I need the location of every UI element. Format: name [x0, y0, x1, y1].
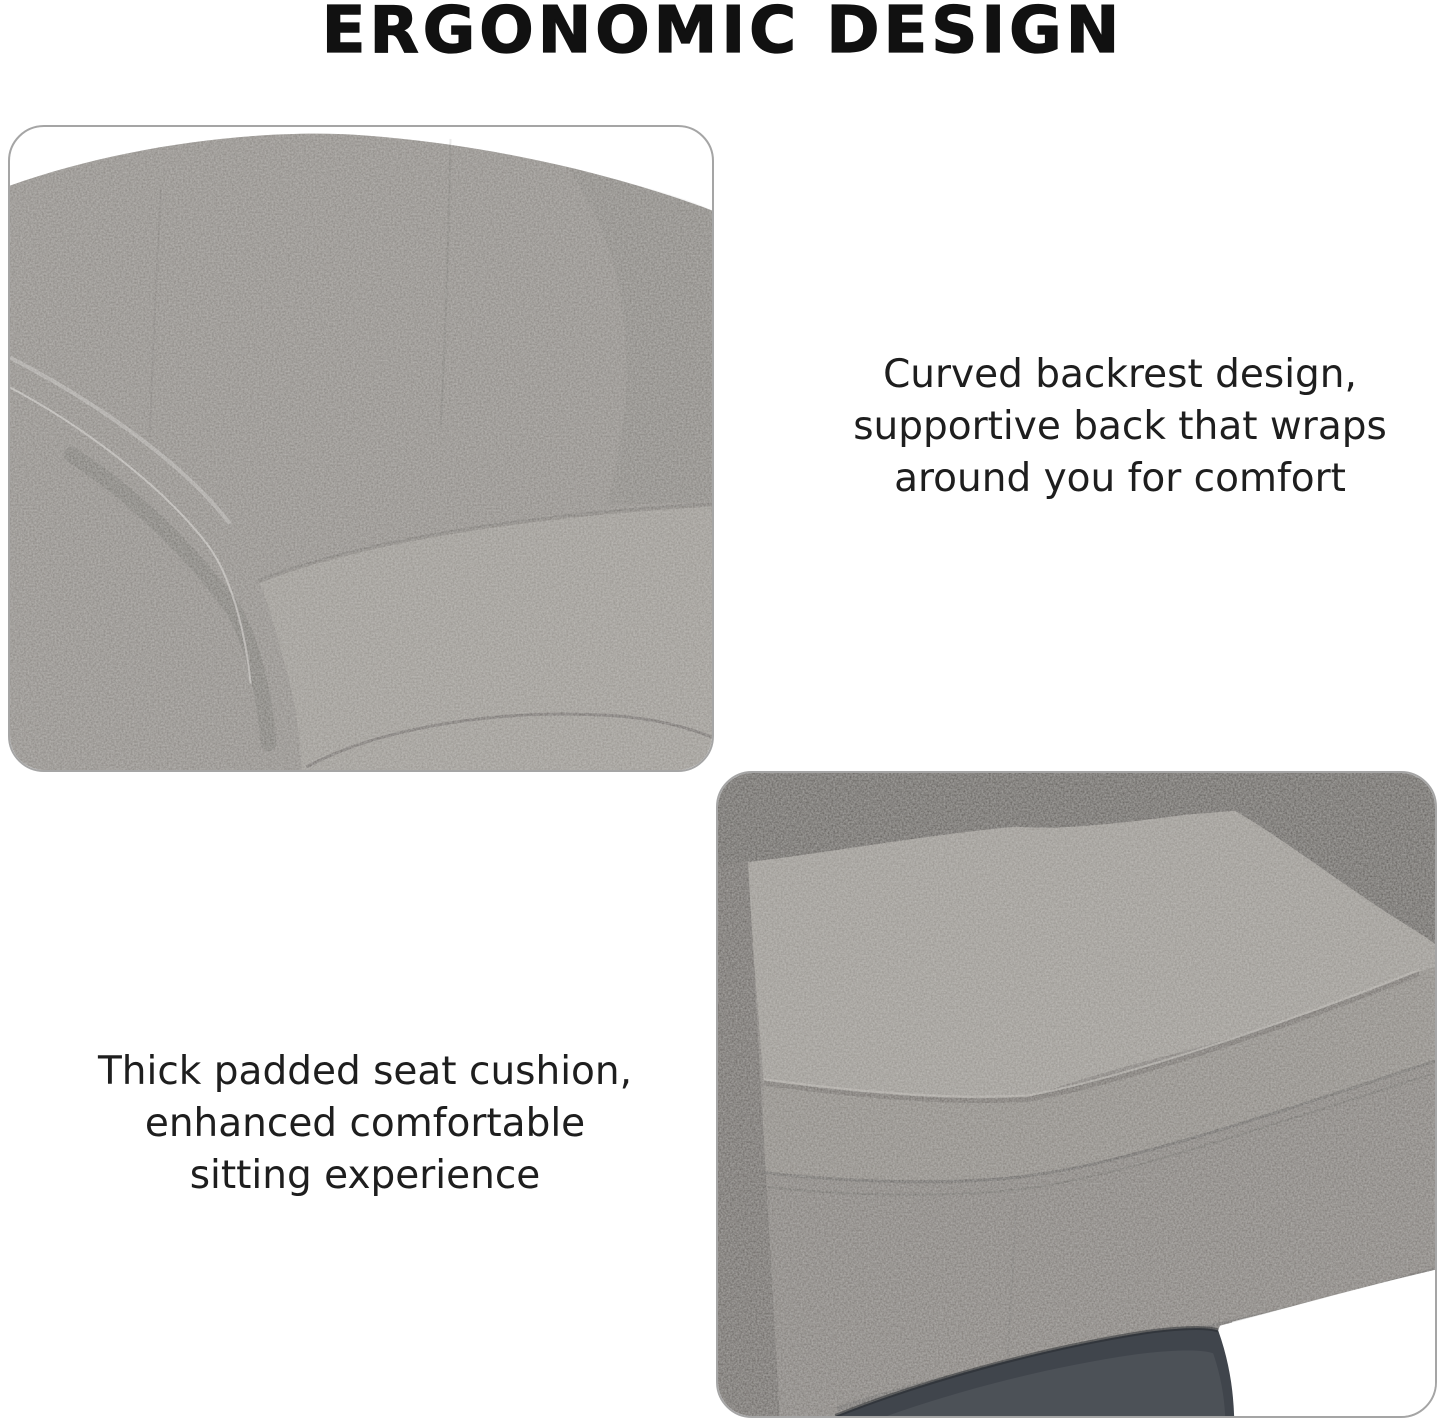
feature-cushion-line-3: sitting experience — [189, 1153, 541, 1198]
cushion-photo-illustration — [718, 773, 1435, 1416]
feature-backrest-line-2: supportive back that wraps — [853, 404, 1387, 449]
photo-seat-cushion — [716, 771, 1437, 1418]
feature-backrest-line-3: around you for comfort — [894, 456, 1346, 501]
feature-backrest-line-1: Curved backrest design, — [883, 352, 1357, 397]
photo-chair-backrest — [8, 125, 714, 772]
feature-text-backrest — [835, 349, 1405, 505]
backrest-photo-illustration — [10, 127, 712, 770]
feature-cushion-line-2: enhanced comfortable — [144, 1101, 586, 1146]
feature-text-cushion — [70, 1046, 660, 1202]
feature-cushion-line-1: Thick padded seat cushion, — [97, 1049, 633, 1094]
page-title: ERGONOMIC DESIGN — [321, 0, 1124, 68]
